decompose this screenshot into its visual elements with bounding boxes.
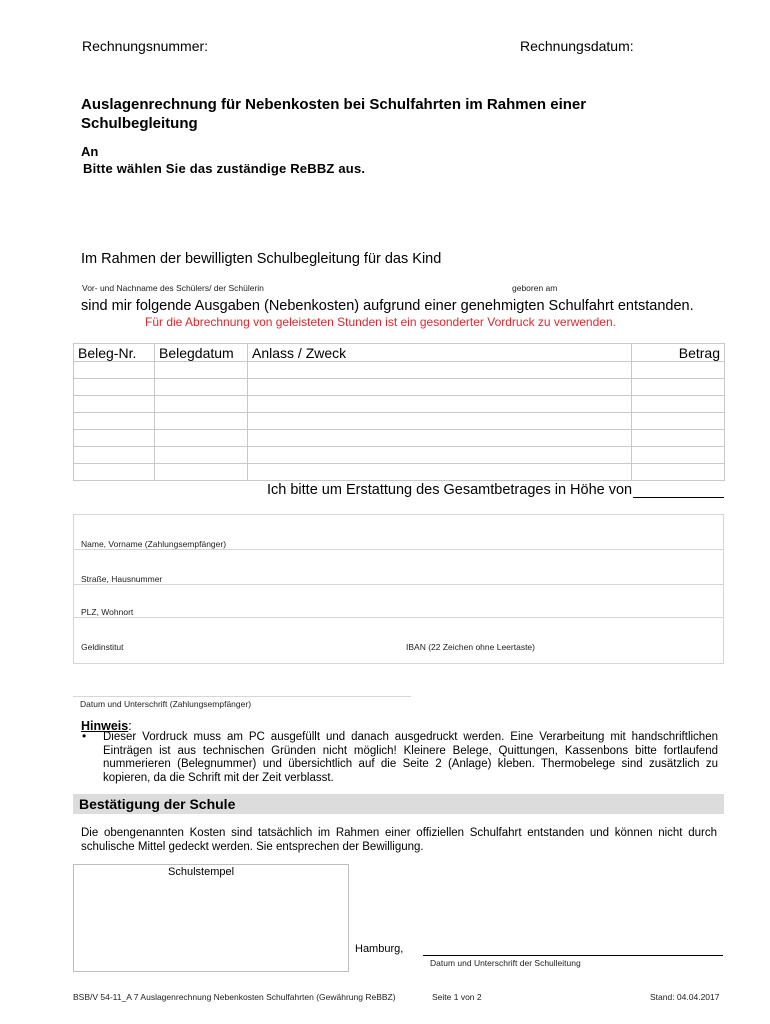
header-betrag: Betrag bbox=[632, 344, 725, 362]
invoice-date-label: Rechnungsdatum: bbox=[520, 38, 634, 54]
cell-betrag[interactable] bbox=[632, 362, 725, 379]
cell-belegdatum[interactable] bbox=[155, 430, 248, 447]
total-amount-field[interactable] bbox=[633, 483, 724, 498]
cell-beleg-nr[interactable] bbox=[74, 447, 155, 464]
student-name-field[interactable] bbox=[80, 270, 465, 284]
student-intro-text: Im Rahmen der bewilligten Schulbegleitung für das Kind bbox=[81, 251, 442, 267]
cell-anlass[interactable] bbox=[248, 396, 632, 413]
hinweis-title: Hinweis bbox=[81, 719, 129, 733]
header-belegdatum: Belegdatum bbox=[155, 344, 248, 362]
payee-name-label: Name, Vorname (Zahlungsempfänger) bbox=[81, 539, 227, 549]
cell-betrag[interactable] bbox=[632, 447, 725, 464]
cell-belegdatum[interactable] bbox=[155, 464, 248, 481]
hinweis-colon: : bbox=[128, 719, 132, 733]
school-stamp-box[interactable] bbox=[73, 864, 349, 972]
document-title bbox=[81, 95, 721, 133]
cell-anlass[interactable] bbox=[248, 464, 632, 481]
cell-belegdatum[interactable] bbox=[155, 362, 248, 379]
table-row bbox=[74, 447, 725, 464]
school-confirmation-heading: Bestätigung der Schule bbox=[73, 794, 724, 814]
cell-anlass[interactable] bbox=[248, 362, 632, 379]
table-row bbox=[74, 464, 725, 481]
cell-beleg-nr[interactable] bbox=[74, 379, 155, 396]
student-name-label: Vor- und Nachname des Schülers/ der Schülerin bbox=[82, 283, 264, 293]
cell-belegdatum[interactable] bbox=[155, 447, 248, 464]
cell-betrag[interactable] bbox=[632, 396, 725, 413]
cell-belegdatum[interactable] bbox=[155, 396, 248, 413]
payee-iban-label: IBAN (22 Zeichen ohne Leertaste) bbox=[406, 642, 535, 652]
cell-anlass[interactable] bbox=[248, 447, 632, 464]
invoice-number-label: Rechnungsnummer: bbox=[82, 38, 209, 54]
hamburg-label: Hamburg, bbox=[355, 943, 404, 955]
cell-beleg-nr[interactable] bbox=[74, 413, 155, 430]
payee-form bbox=[73, 514, 724, 664]
payee-street-label: Straße, Hausnummer bbox=[81, 574, 163, 584]
school-signature-field[interactable] bbox=[423, 940, 723, 956]
payee-signature-field[interactable] bbox=[73, 672, 411, 697]
cell-beleg-nr[interactable] bbox=[74, 362, 155, 379]
cell-betrag[interactable] bbox=[632, 379, 725, 396]
footer-form-id: BSB/V 54-11_A 7 Auslagenrechnung Nebenkosten Schulfahrten (Gewährung ReBBZ) bbox=[73, 992, 396, 1002]
cell-belegdatum[interactable] bbox=[155, 379, 248, 396]
footer-page-number: Seite 1 von 2 bbox=[432, 992, 482, 1002]
cell-betrag[interactable] bbox=[632, 464, 725, 481]
cell-beleg-nr[interactable] bbox=[74, 396, 155, 413]
birthdate-label: geboren am bbox=[512, 283, 558, 293]
table-row bbox=[74, 396, 725, 413]
total-request-text: Ich bitte um Erstattung des Gesamtbetrages in Höhe von bbox=[267, 482, 633, 498]
bullet-icon: • bbox=[82, 729, 87, 743]
school-stamp-label: Schulstempel bbox=[168, 866, 235, 878]
header-beleg-nr: Beleg-Nr. bbox=[74, 344, 155, 362]
rebbz-select[interactable]: Bitte wählen Sie das zuständige ReBBZ aus. bbox=[83, 161, 366, 176]
cell-beleg-nr[interactable] bbox=[74, 464, 155, 481]
birthdate-field[interactable] bbox=[511, 270, 723, 284]
cell-belegdatum[interactable] bbox=[155, 413, 248, 430]
table-header-row bbox=[74, 344, 725, 362]
cell-betrag[interactable] bbox=[632, 413, 725, 430]
cell-beleg-nr[interactable] bbox=[74, 430, 155, 447]
table-row bbox=[74, 413, 725, 430]
school-confirmation-text: Die obengenannten Kosten sind tatsächlich im Rahmen einer offiziellen Schulfahrt entstanden und können nicht durch schulische Mittel gedeckt werden. Sie entsprechen der Bewilligung. bbox=[81, 827, 717, 853]
footer-stand-date: Stand: 04.04.2017 bbox=[650, 992, 720, 1002]
cell-anlass[interactable] bbox=[248, 413, 632, 430]
hinweis-text: Dieser Vordruck muss am PC ausgefüllt und danach ausgedruckt werden. Eine Verarbeitung mit handschriftlichen Einträgen ist aus technischen Gründen nicht möglich! Kleinere Belege, Quittungen, Kassenbons bitte fortlaufend nummerieren (Belegnummer) und übersichtlich auf die Seite 2 (Anlage) kleben. Thermobelege sind zusätzlich zu kopieren, da die Schrift mit der Zeit verblasst. bbox=[103, 731, 718, 784]
payee-street-field[interactable] bbox=[74, 550, 723, 584]
expenses-statement: sind mir folgende Ausgaben (Nebenkosten) aufgrund einer genehmigten Schulfahrt entstanden. bbox=[81, 298, 694, 314]
document-title-line1: Auslagenrechnung für Nebenkosten bei Schulfahrten im Rahmen einer bbox=[81, 96, 587, 113]
cell-anlass[interactable] bbox=[248, 430, 632, 447]
cell-anlass[interactable] bbox=[248, 379, 632, 396]
document-title-line2: Schulbegleitung bbox=[81, 115, 198, 132]
payee-city-field[interactable] bbox=[74, 585, 723, 617]
hours-note: Für die Abrechnung von geleisteten Stunden ist ein gesonderter Vordruck zu verwenden. bbox=[145, 315, 616, 329]
payee-signature-label: Datum und Unterschrift (Zahlungsempfänger) bbox=[80, 699, 252, 709]
header-anlass: Anlass / Zweck bbox=[248, 344, 632, 362]
expenses-table bbox=[73, 343, 725, 481]
payee-bank-label: Geldinstitut bbox=[81, 642, 124, 652]
school-signature-label: Datum und Unterschrift der Schulleitung bbox=[430, 958, 581, 968]
table-row bbox=[74, 362, 725, 379]
cell-betrag[interactable] bbox=[632, 430, 725, 447]
table-row bbox=[74, 379, 725, 396]
payee-city-label: PLZ, Wohnort bbox=[81, 607, 134, 617]
table-row bbox=[74, 430, 725, 447]
recipient-an-label: An bbox=[81, 144, 99, 159]
